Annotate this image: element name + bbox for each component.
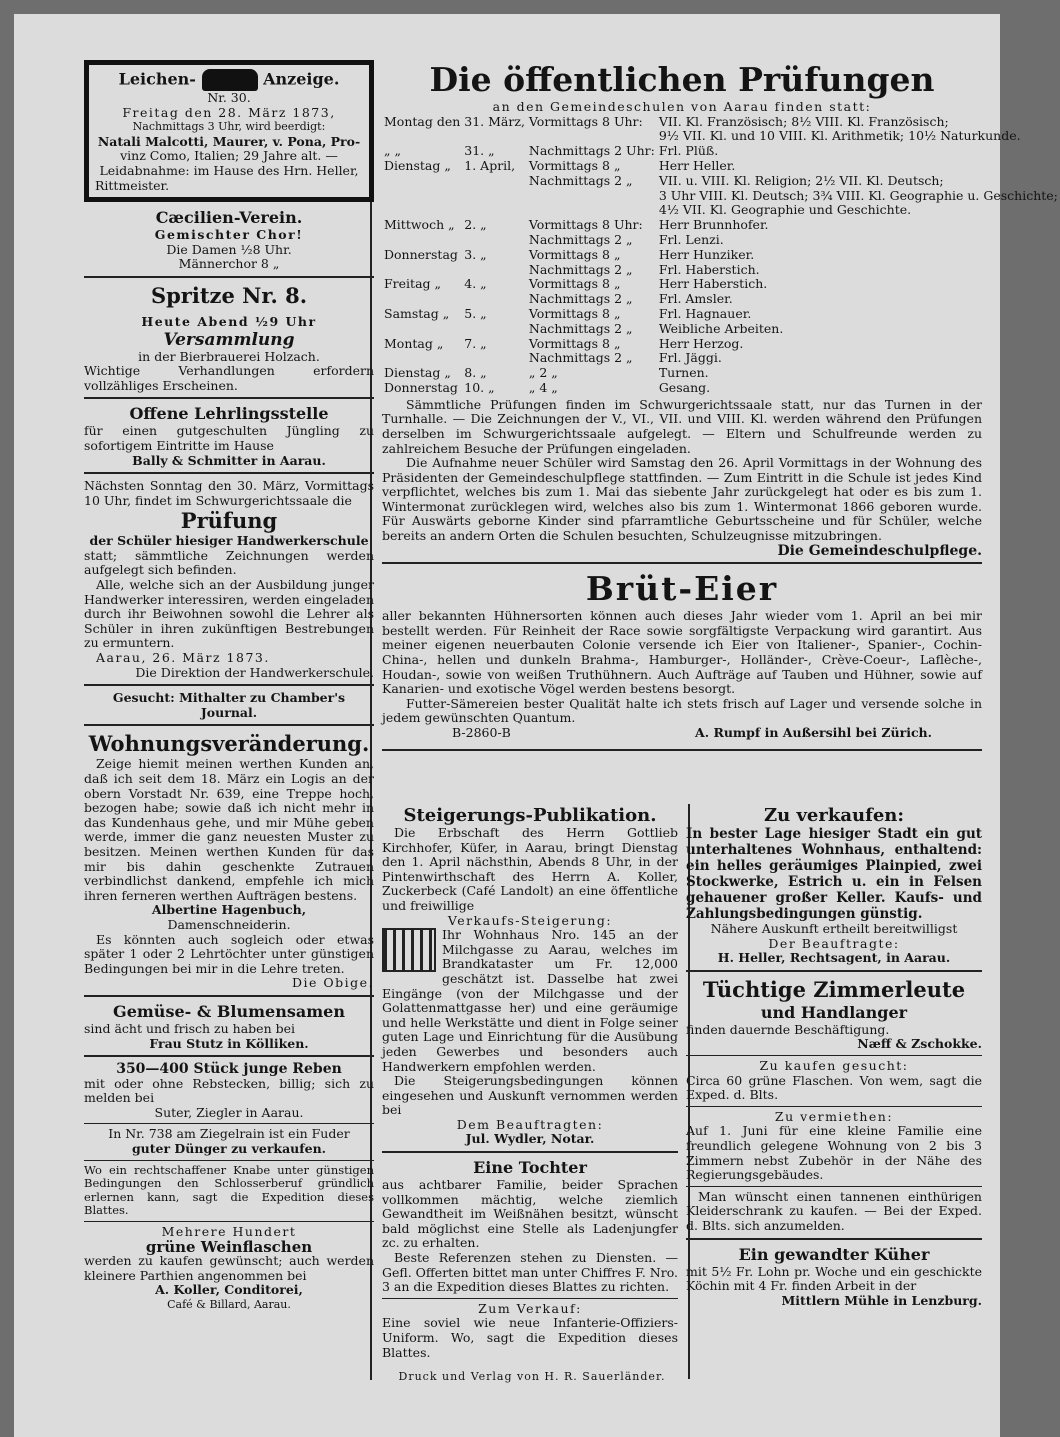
schedule-row bbox=[382, 307, 1060, 322]
schedule-row bbox=[382, 218, 1060, 233]
lower-left-block bbox=[382, 806, 678, 1360]
ad-sign: Die Obige. bbox=[291, 975, 374, 991]
schedule-cell: 3. „ bbox=[464, 246, 487, 262]
notice-subtitle: an den Gemeindeschulen von Aarau finden statt: bbox=[492, 99, 872, 114]
schedule-cell: Frl. Haberstich. bbox=[658, 261, 760, 277]
schedule-cell: „ „ bbox=[384, 143, 401, 159]
ad-text: werden zu kaufen gewünscht; auch werden kleinere Parthien angenommen bei bbox=[84, 1253, 374, 1283]
ad-text: Alle, welche sich an der Ausbildung junger Handwerker interessiren, werden eingeladen durch ihr Beiwohnen sowohl die Lehrer als Schüler in ihren zukünftigen Bestrebungen zu ermuntern. bbox=[84, 577, 374, 651]
ad-subtitle: Verkaufs-Steigerung: bbox=[447, 912, 613, 928]
reben-ad bbox=[84, 1062, 374, 1120]
schedule-row bbox=[382, 144, 1060, 159]
wohnung-ad bbox=[84, 731, 374, 991]
weinflaschen-ad bbox=[84, 1225, 374, 1313]
ad-sign: Albertine Hagenbuch, bbox=[151, 902, 307, 918]
ad-text: aller bekannten Hühnersorten können auch dieses Jahr wieder vom 1. April an bei mir bestellt werden. Für Reinheit der Race sowie sorgfältigste Verpackung wird garantirt. Aus meiner eigenen neuerbauten Colonie versende ich Eier von Italiener-, Spanier-, Cochin-China-, hellen und dunkeln Brahma-, Hamburger-, Holländer-, Crève-Coeur-, Laflèche-, Houdan-, sowie von weißen Truthühnern. Auch Aufträge auf Tauben und Hühner, sowie auf Kanarien- und exotische Vögel werden bestens besorgt. bbox=[382, 608, 982, 697]
ad-title: Prüfung bbox=[180, 508, 278, 534]
divider bbox=[84, 1055, 374, 1057]
divider bbox=[382, 562, 982, 564]
knabe-ad: Wo ein rechtschaffener Knabe unter günstigen Bedingungen den Schlosserberuf gründlich erlernen kann, sagt die Expedition dieses Blattes. bbox=[84, 1162, 374, 1218]
schedule-cell: 4. „ bbox=[464, 276, 487, 292]
ad-code: B-2860-B bbox=[452, 725, 511, 741]
schedule-cell: Nachmittags 2 „ bbox=[528, 231, 633, 247]
divider bbox=[84, 724, 374, 726]
funeral-line: Rittmeister. bbox=[95, 177, 170, 193]
ad-line: Heute Abend ½9 Uhr bbox=[141, 313, 317, 329]
schedule-cell: Herr Haberstich. bbox=[658, 276, 768, 292]
ad-title: grüne Weinflaschen bbox=[145, 1237, 313, 1256]
schedule-cell: VII. u. VIII. Kl. Religion; 2½ VII. Kl. Deutsch; bbox=[658, 172, 944, 188]
ad-title: Cæcilien-Verein. bbox=[155, 208, 303, 228]
schedule-cell bbox=[527, 203, 657, 218]
lower-right-block bbox=[686, 806, 982, 1308]
ad-text: Die Erbschaft des Herrn Gottlieb Kirchhofer, Küfer, in Aarau, bringt Dienstag den 1. April nächsthin, Abends 8 Uhr, in der Pintenwirthschaft des Herrn A. Koller, Zuckerbeck (Café Landolt) an eine öffentliche und freiwillige bbox=[382, 825, 678, 913]
ad-title: Zu verkaufen: bbox=[763, 805, 905, 826]
schedule-cell bbox=[527, 129, 657, 144]
house-icon bbox=[382, 928, 436, 972]
ad-text: Ihr Wohnhaus Nro. 145 an der Milchgasse zu Aarau, welches im Brandkataster um Fr. 12,000 geschätzt ist. Dasselbe hat zwei Eingänge (von der Milchgasse und der Golattenmattgasse her) und eine geräumige und helle Werkstätte und dient in Folge seiner guten Lage und Einrichtung für die Ausübung jeden Gewerbes und besonders auch Handwerkern empfohlen werden. bbox=[382, 927, 678, 1074]
schedule-cell: Freitag „ bbox=[384, 276, 441, 292]
schedule-cell: Frl. Hagnauer. bbox=[658, 305, 752, 321]
schedule-cell bbox=[462, 129, 527, 144]
schedule-row bbox=[382, 159, 1060, 174]
ad-text: Circa 60 grüne Flaschen. Von wem, sagt die Exped. d. Blts. bbox=[686, 1072, 982, 1103]
ad-sign: Café & Billard, Aarau. bbox=[167, 1298, 291, 1311]
funeral-line: Nachmittags 3 Uhr, wird beerdigt: bbox=[132, 120, 326, 134]
ad-text: Auf 1. Juni für eine kleine Familie eine freundlich gelegene Wohnung von 2 bis 3 Zimmern nebst Zubehör in der Nähe des Regierungsgebäudes. bbox=[686, 1123, 982, 1183]
divider bbox=[84, 276, 374, 278]
pruefung-ad bbox=[84, 479, 374, 680]
ad-sign: Frau Stutz in Kölliken. bbox=[149, 1035, 309, 1051]
schedule-cell: 31. „ bbox=[464, 143, 495, 159]
schedule-cell: Nachmittags 2 „ bbox=[528, 172, 633, 188]
ad-title: Spritze Nr. 8. bbox=[150, 282, 308, 308]
ad-text: Wichtige Verhandlungen erfordern vollzähliges Erscheinen. bbox=[84, 363, 374, 393]
schedule-cell bbox=[382, 203, 462, 218]
schedule-cell: Nachmittags 2 Uhr: bbox=[528, 143, 655, 159]
schedule-cell bbox=[382, 322, 462, 337]
schedule-cell: 4½ VII. Kl. Geographie und Geschichte. bbox=[658, 202, 912, 218]
schedule-row bbox=[382, 263, 1060, 278]
ad-line: Mehrere Hundert bbox=[161, 1224, 297, 1240]
schedule-cell: Mittwoch „ bbox=[384, 217, 455, 233]
exam-schedule bbox=[382, 115, 1060, 396]
divider bbox=[686, 1055, 982, 1056]
ad-line: Der Beauftragte: bbox=[768, 935, 900, 951]
ad-text: Beste Referenzen stehen zu Diensten. — Gefl. Offerten bittet man unter Chiffres F. Nro. 3 an die Expedition dieses Blattes zu richten. bbox=[382, 1250, 678, 1295]
divider bbox=[84, 1160, 374, 1161]
ad-text: Eine soviel wie neue Infanterie-Offiziers-Uniform. Wo, sagt die Expedition dieses Blattes. bbox=[382, 1315, 678, 1360]
divider bbox=[382, 749, 982, 751]
ad-title: Zu vermiethen: bbox=[774, 1108, 894, 1124]
schedule-cell bbox=[462, 174, 527, 189]
ad-text: aus achtbarer Familie, beider Sprachen vollkommen mächtig, welche ziemlich Gewandtheit im Weißnähen besitzt, wünscht bald möglichst eine Stelle als Ladenjungfer zc. zu erhalten. bbox=[382, 1177, 678, 1251]
ad-title: Tüchtige Zimmerleute bbox=[702, 976, 966, 1002]
schedule-row bbox=[382, 322, 1060, 337]
schedule-cell bbox=[462, 189, 527, 204]
schedule-cell: Montag „ bbox=[384, 335, 444, 351]
duenger-ad bbox=[84, 1127, 374, 1156]
schedule-cell: Dienstag „ bbox=[384, 157, 451, 173]
schedule-cell: Herr Brunnhofer. bbox=[658, 217, 769, 233]
schedule-cell bbox=[462, 233, 527, 248]
divider bbox=[686, 970, 982, 972]
schedule-cell bbox=[382, 351, 462, 366]
schedule-row bbox=[382, 381, 1060, 396]
gesucht-ad: Gesucht: Mithalter zu Chamber's Journal. bbox=[112, 690, 346, 720]
ad-line: Männerchor 8 „ bbox=[178, 256, 280, 272]
funeral-notice bbox=[84, 60, 374, 202]
notice-title: Die öffentlichen Prüfungen bbox=[429, 60, 935, 99]
ad-subtitle: der Schüler hiesiger Handwerkerschule bbox=[89, 533, 369, 549]
schedule-row bbox=[382, 115, 1060, 130]
ad-line: in der Bierbrauerei Holzach. bbox=[138, 348, 320, 364]
schedule-cell: Frl. Amsler. bbox=[658, 291, 733, 307]
schedule-cell: Vormittags 8 „ bbox=[528, 157, 621, 173]
notice-text: Sämmtliche Prüfungen finden im Schwurgerichtssaale statt, nur das Turnen in der Turnhalle. — Die Zeichnungen der V., VI., VII. und VIII. Kl. werden während den Prüfungen derselben im Schwurgerichtssaale aufgelegt. — Eltern und Schulfreunde werden zu zahlreichem Besuche der Prüfungen eingeladen. bbox=[382, 396, 982, 456]
ad-subtitle: Dem Beauftragten: bbox=[456, 1116, 604, 1132]
schedule-cell: Frl. Lenzi. bbox=[658, 231, 724, 247]
funeral-line: Freitag den 28. März 1873, bbox=[122, 104, 336, 120]
ad-line: Die Damen ½8 Uhr. bbox=[166, 241, 292, 257]
schedule-cell bbox=[382, 263, 462, 278]
schedule-row bbox=[382, 174, 1060, 189]
divider bbox=[84, 397, 374, 399]
printer-imprint: Druck und Verlag von H. R. Sauerländer. bbox=[398, 1370, 666, 1383]
schedule-cell: Vormittags 8 „ bbox=[528, 335, 621, 351]
lehrling-ad bbox=[84, 404, 374, 468]
coffin-icon bbox=[202, 69, 258, 91]
schedule-cell: Vormittags 8 „ bbox=[528, 276, 621, 292]
schedule-cell bbox=[382, 174, 462, 189]
gemuese-ad bbox=[84, 1002, 374, 1051]
brueteier-ad bbox=[382, 569, 982, 741]
schedule-cell bbox=[527, 189, 657, 204]
schedule-cell: VII. Kl. Französisch; 8½ VIII. Kl. Französisch; bbox=[658, 113, 949, 129]
schedule-cell: Gesang. bbox=[658, 379, 711, 395]
ad-sign: A. Koller, Conditorei, bbox=[155, 1282, 303, 1298]
ad-date: Aarau, 26. März 1873. bbox=[96, 650, 270, 666]
schedule-cell: Donnerstag bbox=[384, 379, 458, 395]
ad-text-with-icon bbox=[382, 928, 678, 1074]
ad-text: Die Steigerungsbedingungen können eingesehen und Auskunft vernommen werden bei bbox=[382, 1073, 678, 1118]
ad-text: für einen gutgeschulten Jüngling zu sofortigem Eintritte im Hause bbox=[84, 423, 374, 453]
schedule-row bbox=[382, 129, 1060, 144]
schedule-cell: 9½ VII. Kl. und 10 VIII. Kl. Arithmetik; 10½ Naturkunde. bbox=[658, 128, 1021, 144]
schedule-row bbox=[382, 366, 1060, 381]
divider bbox=[686, 1238, 982, 1240]
ad-title: Zu kaufen gesucht: bbox=[759, 1057, 909, 1073]
left-column bbox=[84, 60, 374, 1313]
schedule-cell: Herr Herzog. bbox=[658, 335, 744, 351]
schedule-cell: Nachmittags 2 „ bbox=[528, 320, 633, 336]
schedule-cell: 3 Uhr VIII. Kl. Deutsch; 3¾ VIII. Kl. Geographie u. Geschichte; bbox=[658, 187, 1058, 203]
schedule-cell: Nachmittags 2 „ bbox=[528, 350, 633, 366]
schedule-row bbox=[382, 189, 1060, 204]
schedule-cell bbox=[462, 203, 527, 218]
ad-text: Futter-Sämereien bester Qualität halte ich stets frisch auf Lager und versende solche in jedem gewünschten Quantum. bbox=[382, 695, 982, 726]
spritze-ad bbox=[84, 283, 374, 393]
ad-subtitle: und Handlanger bbox=[760, 1002, 908, 1022]
schedule-cell: Vormittags 8 Uhr: bbox=[528, 113, 643, 129]
schedule-cell: 10. „ bbox=[464, 379, 495, 395]
schedule-cell: Dienstag „ bbox=[384, 365, 451, 381]
ad-sign: Næff & Zschokke. bbox=[857, 1036, 982, 1052]
schedule-cell: Frl. Jäggi. bbox=[658, 350, 722, 366]
schedule-cell: Herr Hunziker. bbox=[658, 246, 755, 262]
ad-text: sind ächt und frisch zu haben bei bbox=[84, 1020, 295, 1036]
schedule-cell: Weibliche Arbeiten. bbox=[658, 320, 784, 336]
funeral-number: Nr. 30. bbox=[207, 90, 251, 105]
funeral-line: vinz Como, Italien; 29 Jahre alt. — bbox=[120, 148, 338, 164]
ad-sign: A. Rumpf in Außersihl bei Zürich. bbox=[695, 725, 932, 741]
ad-title: Brüt-Eier bbox=[585, 569, 779, 609]
ad-title: Wohnungsveränderung. bbox=[88, 731, 370, 757]
schedule-cell bbox=[382, 292, 462, 307]
schedule-cell: 2. „ bbox=[464, 217, 487, 233]
ad-line: guter Dünger zu verkaufen. bbox=[131, 1141, 327, 1157]
schedule-cell: 5. „ bbox=[464, 305, 487, 321]
divider bbox=[686, 1186, 982, 1187]
divider bbox=[84, 1123, 374, 1124]
schedule-cell: „ 4 „ bbox=[528, 379, 558, 395]
divider bbox=[84, 995, 374, 997]
divider bbox=[84, 472, 374, 474]
schedule-cell: Turnen. bbox=[658, 365, 709, 381]
ad-text: mit 5½ Fr. Lohn pr. Woche und ein geschickte Köchin mit 4 Fr. finden Arbeit in der bbox=[686, 1263, 982, 1294]
right-column bbox=[382, 60, 1058, 1360]
ad-line: Versammlung bbox=[163, 329, 295, 350]
schedule-cell bbox=[382, 189, 462, 204]
ad-text: In bester Lage hiesiger Stadt ein gut unterhaltenes Wohnhaus, enthaltend: ein helles geräumiges Plainpied, zwei Stockwerke, Estrich u. ein in Felsen gehauener großer Keller. Kaufs- und Zahlungsbedingungen günstig. bbox=[686, 826, 982, 922]
schedule-row bbox=[382, 203, 1060, 218]
divider bbox=[686, 1106, 982, 1107]
ad-text: Nächsten Sonntag den 30. März, Vormittags 10 Uhr, findet im Schwurgerichtssaale die bbox=[84, 478, 374, 508]
funeral-line: Leidabnahme: im Hause des Hrn. Heller, bbox=[99, 162, 359, 178]
schedule-cell: 7. „ bbox=[464, 335, 487, 351]
schedule-row bbox=[382, 248, 1060, 263]
ad-title: Offene Lehrlingsstelle bbox=[129, 404, 329, 424]
ad-text: statt; sämmtliche Zeichnungen werden aufgelegt sich befinden. bbox=[84, 547, 374, 578]
ad-sign: Suter, Ziegler in Aarau. bbox=[154, 1104, 304, 1120]
schedule-cell bbox=[462, 263, 527, 278]
schedule-cell: 31. März, bbox=[464, 113, 525, 129]
schedule-row bbox=[382, 292, 1060, 307]
ad-sign: H. Heller, Rechtsagent, in Aarau. bbox=[717, 950, 951, 966]
kleiderschrank-ad: Man wünscht einen tannenen einthürigen Kleiderschrank zu kaufen. — Bei der Exped. d. Blts. sich anzumelden. bbox=[686, 1188, 982, 1233]
schedule-row bbox=[382, 351, 1060, 366]
funeral-heading-a: Leichen- bbox=[118, 69, 196, 89]
ad-text: finden dauernde Beschäftigung. bbox=[686, 1021, 890, 1037]
ad-subtitle: Gemischter Chor! bbox=[154, 227, 304, 243]
schedule-cell: Frl. Plüß. bbox=[658, 143, 719, 159]
schedule-cell: Nachmittags 2 „ bbox=[528, 261, 633, 277]
funeral-heading-b: Anzeige. bbox=[263, 69, 340, 89]
schedule-cell: „ 2 „ bbox=[528, 365, 558, 381]
ad-title: Zum Verkauf: bbox=[478, 1300, 582, 1316]
ad-title: Ein gewandter Küher bbox=[738, 1244, 930, 1264]
schedule-cell bbox=[462, 292, 527, 307]
schedule-cell: Vormittags 8 „ bbox=[528, 246, 621, 262]
schedule-cell: Donnerstag bbox=[384, 246, 458, 262]
funeral-heading bbox=[95, 69, 363, 91]
divider bbox=[84, 684, 374, 686]
schedule-cell bbox=[382, 129, 462, 144]
ad-text: mit oder ohne Rebstecken, billig; sich zu melden bei bbox=[84, 1075, 374, 1106]
schedule-row bbox=[382, 233, 1060, 248]
schedule-cell: 1. April, bbox=[464, 157, 516, 173]
notice-sign: Die Gemeindeschulpflege. bbox=[777, 542, 982, 559]
ad-line: Nähere Auskunft ertheilt bereitwilligst bbox=[710, 921, 958, 936]
divider bbox=[382, 1151, 678, 1153]
ad-text: Es könnten auch sogleich oder etwas später 1 oder 2 Lehrtöchter unter günstigen Bedingungen bei mir in die Lehre treten. bbox=[84, 931, 374, 976]
ad-sign: Jul. Wydler, Notar. bbox=[465, 1131, 595, 1147]
ad-title: Eine Tochter bbox=[473, 1158, 587, 1178]
newspaper-page bbox=[14, 14, 1058, 1437]
ad-line: Damenschneiderin. bbox=[167, 916, 291, 932]
schedule-cell bbox=[462, 322, 527, 337]
schedule-cell: 8. „ bbox=[464, 365, 487, 381]
divider bbox=[382, 1298, 678, 1299]
funeral-line: Natali Malcotti, Maurer, v. Pona, Pro- bbox=[97, 133, 361, 149]
pruefungen-notice bbox=[382, 60, 1058, 559]
ad-title: 350—400 Stück junge Reben bbox=[116, 1061, 342, 1078]
schedule-row bbox=[382, 337, 1060, 352]
schedule-cell: Vormittags 8 Uhr: bbox=[528, 217, 643, 233]
ad-sign: Mittlern Mühle in Lenzburg. bbox=[781, 1292, 982, 1308]
schedule-cell bbox=[462, 351, 527, 366]
ad-title: Gemüse- & Blumensamen bbox=[113, 1001, 345, 1021]
schedule-row bbox=[382, 277, 1060, 292]
ad-sign: Die Direktion der Handwerkerschule. bbox=[135, 664, 374, 680]
schedule-cell: Samstag „ bbox=[384, 305, 450, 321]
schedule-cell: Nachmittags 2 „ bbox=[528, 291, 633, 307]
ad-sign: Bally & Schmitter in Aarau. bbox=[132, 452, 326, 468]
schedule-cell bbox=[382, 233, 462, 248]
ad-title: Steigerungs-Publikation. bbox=[403, 805, 657, 826]
caecilien-ad bbox=[84, 208, 374, 272]
ad-text: In Nr. 738 am Ziegelrain ist ein Fuder bbox=[108, 1126, 350, 1142]
ad-text: Zeige hiemit meinen werthen Kunden an, daß ich seit dem 18. März ein Logis an der obern Vorstadt Nr. 639, eine Treppe hoch, bezogen habe; sowie daß ich nicht mehr in das Kundenhaus gehe, und mir Mühe geben werde, immer die ganz neuesten Muster zu besitzen. Meinen werthen Kunden für das mir bis dahin geschenkte Zutrauen verbindlichst dankend, empfehle ich mich ihren ferneren werthen Aufträgen bestens. bbox=[84, 756, 374, 903]
divider bbox=[84, 1221, 374, 1222]
schedule-cell: Montag den bbox=[384, 113, 461, 129]
notice-text: Die Aufnahme neuer Schüler wird Samstag den 26. April Vormittags in der Wohnung des Präsidenten der Gemeindeschulpflege stattfinden. — Zum Eintritt in die Schule ist jedes Kind verpflichtet, welches bis zum 1. Mai das siebente Jahr zurückgelegt hat oder es bis zum 1. Wintermonat zurücklegen wird, welches also bis zum 1. Wintermonat 1866 geboren wurde. Für Auswärts geborne Kinder sind pfarramtliche Geburtsscheine und für Schüler, welche bereits an andern Orten die Schulen besuchten, Schulzeugnisse mitzubringen. bbox=[382, 455, 982, 544]
schedule-cell: Vormittags 8 „ bbox=[528, 305, 621, 321]
schedule-cell: Herr Heller. bbox=[658, 157, 736, 173]
